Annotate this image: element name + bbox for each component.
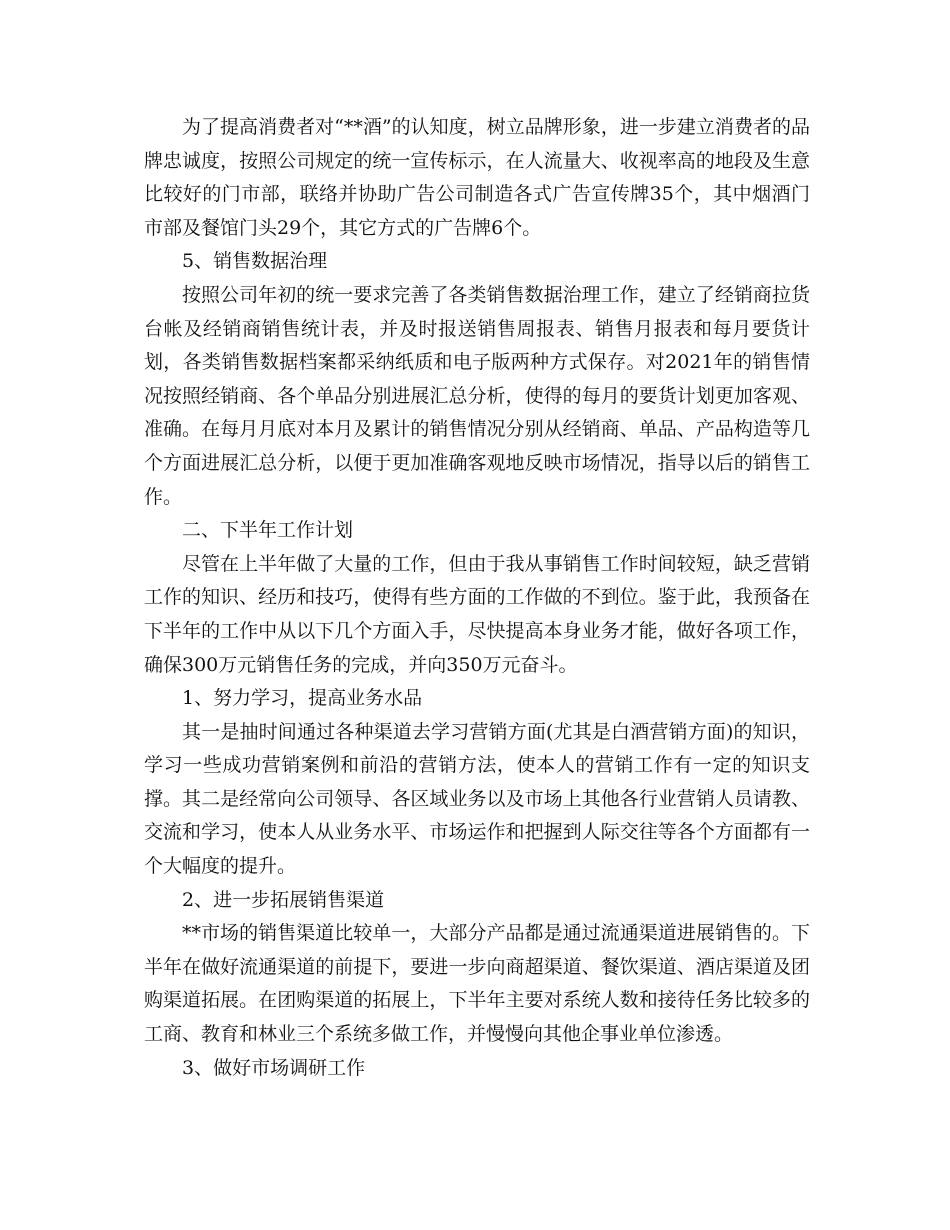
heading-study-hard: 1、努力学习，提高业务水品 bbox=[182, 687, 423, 710]
heading-sales-data-management: 5、销售数据治理 bbox=[182, 250, 328, 273]
paragraph-second-half-plan: 尽管在上半年做了大量的工作，但由于我从事销售工作时间较短，缺乏营销工作的知识、经历和技巧，使得有些方面的工作做的不到位。鉴于此，我预备在下半年的工作中从以下几个方面入手，尽快提高本身业务才能，做好各项工作，确保300万元销售任务的完成，并向350万元奋斗。 bbox=[144, 552, 810, 676]
heading-second-half-plan: 二、下半年工作计划 bbox=[182, 519, 354, 542]
heading-market-research: 3、做好市场调研工作 bbox=[182, 1056, 366, 1079]
document-body bbox=[144, 111, 810, 1085]
paragraph-sales-data: 按照公司年初的统一要求完善了各类销售数据治理工作，建立了经销商拉货台帐及经销商销售统计表，并及时报送销售周报表、销售月报表和每月要货计划，各类销售数据档案都采纳纸质和电子版两种方式保存。对2021年的销售情况按照经销商、各个单品分别进展汇总分析，使得的每月的要货计划更加客观、准确。在每月月底对本月及累计的销售情况分别从经销商、单品、产品构造等几个方面进展汇总分析，以便于更加准确客观地反映市场情况，指导以后的销售工作。 bbox=[144, 283, 810, 508]
paragraph-brand-promotion: 为了提高消费者对“**酒”的认知度，树立品牌形象，进一步建立消费者的品牌忠诚度，按照公司规定的统一宣传标示，在人流量大、收视率高的地段及生意比较好的门市部，联络并协助广告公司制造各式广告宣传牌35个，其中烟酒门市部及餐馆门头29个，其它方式的广告牌6个。 bbox=[144, 116, 810, 239]
heading-expand-channels: 2、进一步拓展销售渠道 bbox=[182, 888, 385, 911]
paragraph-channels: **市场的销售渠道比较单一，大部分产品都是通过流通渠道进展销售的。下半年在做好流通渠道的前提下，要进一步向商超渠道、餐饮渠道、酒店渠道及团购渠道拓展。在团购渠道的拓展上，下半年主要对系统人数和接待任务比较多的工商、教育和林业三个系统多做工作，并慢慢向其他企事业单位渗透。 bbox=[144, 922, 810, 1046]
paragraph-study: 其一是抽时间通过各种渠道去学习营销方面(尤其是白酒营销方面)的知识，学习一些成功营销案例和前沿的营销方法，使本人的营销工作有一定的知识支撑。其二是经常向公司领导、各区域业务以及市场上其他各行业营销人员请教、交流和学习，使本人从业务水平、市场运作和把握到人际交往等各个方面都有一个大幅度的提升。 bbox=[144, 720, 810, 878]
